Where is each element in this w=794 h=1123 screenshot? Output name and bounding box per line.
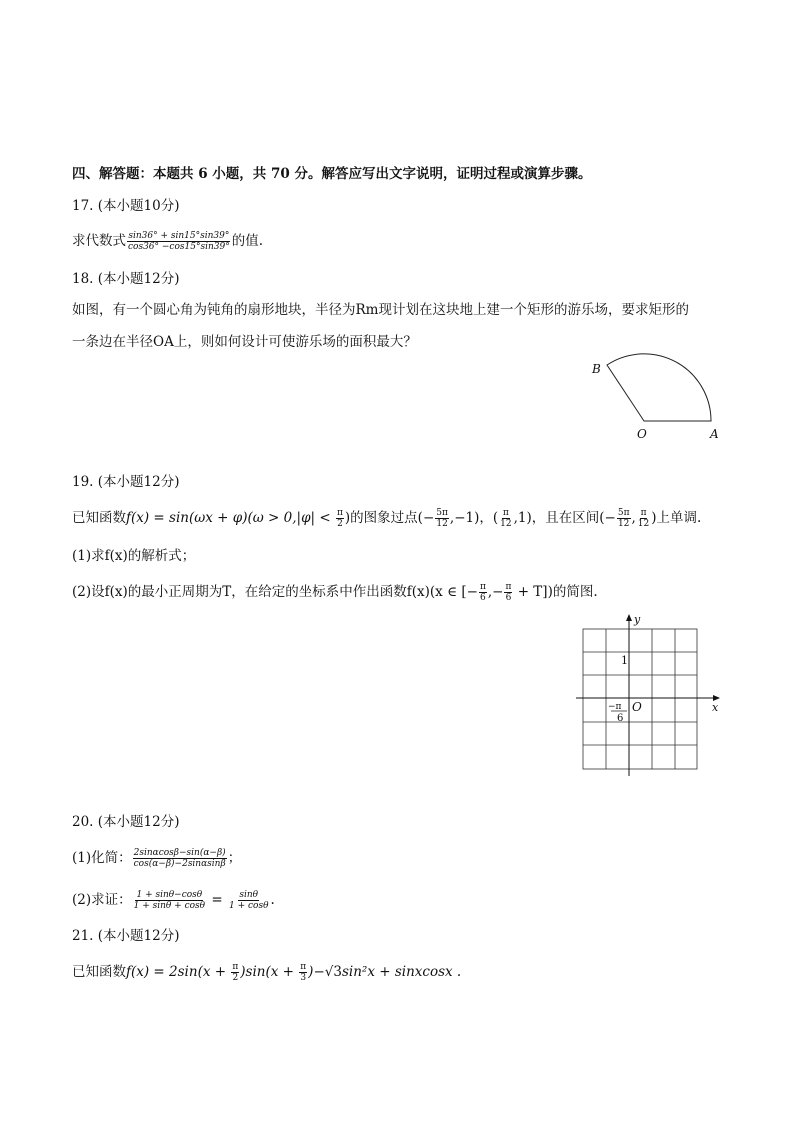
frac-den: 12 — [617, 519, 630, 529]
q20-header: 20. (本小题12分) — [72, 814, 180, 830]
frac-den: 2 — [337, 519, 343, 529]
q17-denominator: cos36° −cos15°sin39° — [128, 242, 230, 252]
q18-line2: 一条边在半径OA上，则如何设计可使游乐场的面积最大？ — [72, 334, 417, 350]
frac-num: π — [505, 582, 512, 592]
q17-header: 17. (本小题10分) — [72, 198, 180, 214]
frac-den: 12 — [637, 519, 650, 529]
q19-text: )的图象过点(− — [344, 510, 435, 526]
tick-six: 6 — [617, 713, 624, 724]
q20-part2 — [72, 890, 275, 911]
tick-neg-pi: −π — [608, 702, 622, 712]
q19-header: 19. (本小题12分) — [72, 474, 180, 490]
frac-num: π — [300, 962, 307, 972]
q20-text: = — [207, 892, 227, 908]
y-axis-arrow — [626, 614, 632, 621]
frac-num: 2sinαcosβ−sin(α−β) — [133, 848, 226, 858]
tick-one: 1 — [621, 654, 628, 667]
frac-den: cos(α−β)−2sinαsinβ — [133, 859, 226, 869]
q20-text: ； — [227, 850, 242, 866]
coordinate-grid — [574, 610, 724, 780]
q21-func: )− — [308, 964, 325, 980]
frac-den: 6 — [505, 593, 512, 603]
frac-den: 12 — [436, 519, 448, 529]
frac-num: π — [502, 508, 509, 518]
q19-text: + T])的简图. — [513, 584, 598, 600]
q20-text: (1)化简： — [72, 850, 132, 866]
frac-num: π — [336, 508, 343, 518]
frac-num: π — [479, 582, 486, 592]
frac-den: 1 + sinθ + cosθ — [133, 901, 206, 911]
q18-header: 18. (本小题12分) — [72, 271, 180, 287]
q19-text: )上单调. — [651, 510, 702, 526]
frac-num: π — [232, 962, 239, 972]
q17-text-before: 求代数式 — [72, 233, 126, 249]
q19-text: ,−1)，( — [449, 510, 499, 526]
q20-text: . — [270, 892, 275, 908]
q21-func: )sin(x + — [240, 964, 299, 980]
q20-text: (2)求证： — [72, 892, 132, 908]
q18-line1: 如图，有一个圆心角为钝角的扇形地块，半径为Rm现计划在这块地上建一个矩形的游乐场，要求矩形的 — [72, 302, 689, 318]
q19-func: f(x) = sin(ωx + φ)(ω > 0,|φ| < — [126, 510, 335, 526]
q19-part2 — [72, 582, 598, 603]
y-label: y — [634, 613, 641, 626]
frac-den: 6 — [480, 593, 486, 603]
q21-sqrt: √3 — [324, 964, 342, 980]
q19-text: ,1)，且在区间(− — [513, 510, 616, 526]
x-label: x — [712, 701, 719, 714]
q19-part1: (1)求f(x)的解析式； — [72, 548, 196, 564]
q19-text: (2)设f(x)的最小正周期为T，在给定的坐标系中作出函数f(x)(x ∈ [− — [72, 584, 478, 600]
frac-num: sinθ — [239, 890, 259, 900]
origin-label: O — [632, 700, 642, 714]
frac-den: 3 — [300, 973, 307, 983]
q21-func: sin²x + sinxcosx . — [341, 964, 462, 980]
sector-shape — [607, 354, 711, 421]
frac-num: π — [640, 508, 647, 518]
q20-part1 — [72, 848, 241, 869]
frac-den: 12 — [500, 519, 512, 529]
label-o: O — [637, 427, 647, 441]
frac-num: 5π — [617, 508, 630, 518]
q21-body — [72, 962, 461, 983]
q19-text: , — [631, 510, 636, 526]
frac-den: 1 + cosθ — [229, 901, 269, 911]
q19-text: ,− — [487, 584, 504, 600]
q21-text: 已知函数 — [72, 964, 126, 980]
frac-num: 5π — [436, 508, 448, 518]
frac-den: 2 — [232, 973, 239, 983]
q17-body — [72, 231, 263, 252]
q19-text: 已知函数 — [72, 510, 126, 526]
label-a: A — [710, 427, 719, 441]
q19-line1 — [72, 508, 701, 529]
q17-fraction — [127, 231, 231, 252]
sector-figure — [586, 352, 726, 446]
frac-num: 1 + sinθ−cosθ — [136, 890, 203, 900]
label-b: B — [592, 362, 601, 376]
q21-func: f(x) = 2sin(x + — [126, 964, 231, 980]
q21-header: 21. (本小题12分) — [72, 928, 180, 944]
q17-numerator: sin36° + sin15°sin39° — [128, 231, 230, 241]
grid-lines — [583, 629, 697, 769]
q17-text-after: 的值. — [231, 233, 264, 249]
section-heading: 四、解答题：本题共 6 小题，共 70 分。解答应写出文字说明，证明过程或演算步骤。 — [72, 166, 592, 182]
